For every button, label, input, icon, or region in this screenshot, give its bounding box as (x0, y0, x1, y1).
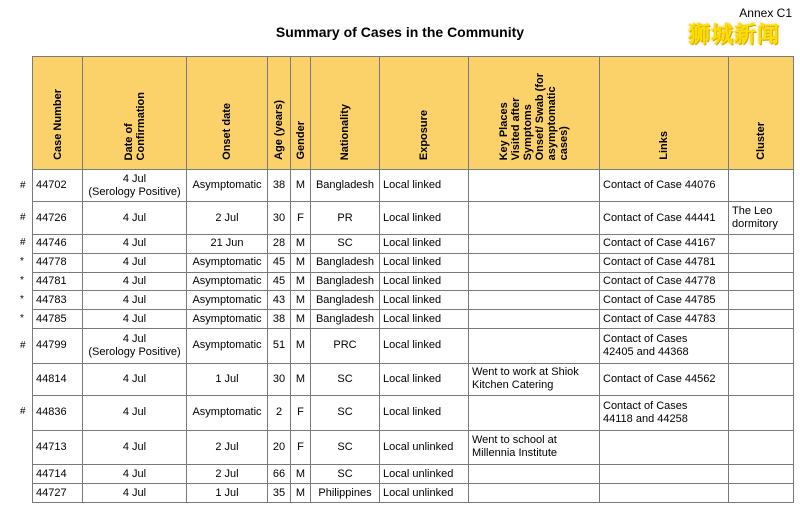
cell-exposure: Local linked (380, 329, 469, 364)
cell-age: 28 (268, 234, 291, 253)
cell-case: 44726 (33, 202, 83, 234)
table-row (33, 170, 794, 202)
cell-exposure: Local unlinked (380, 430, 469, 465)
cell-date: 4 Jul (83, 234, 187, 253)
row-marker (16, 462, 32, 481)
table-row (33, 291, 794, 310)
cell-gender: M (291, 329, 311, 364)
column-header: Onset date (187, 57, 268, 170)
cell-gender: M (291, 272, 311, 291)
cell-places (469, 272, 600, 291)
cell-exposure: Local unlinked (380, 484, 469, 503)
row-marker: # (20, 237, 26, 248)
cell-case: 44836 (33, 396, 83, 431)
row-marker: # (20, 179, 26, 191)
cell-case: 44781 (33, 272, 83, 291)
row-marker-column (16, 56, 32, 503)
cell-case: 44714 (33, 465, 83, 484)
cell-places: Went to work at Shiok Kitchen Catering (469, 363, 600, 395)
table-row (33, 310, 794, 329)
cell-links: Contact of Case 44783 (600, 310, 729, 329)
cell-cluster: The Leo dormitory (729, 202, 794, 234)
cell-gender: M (291, 310, 311, 329)
column-header: Age (years) (268, 57, 291, 170)
cell-case: 44785 (33, 310, 83, 329)
cell-nationality: SC (311, 430, 380, 465)
cell-case: 44783 (33, 291, 83, 310)
case-table (32, 56, 794, 503)
cell-exposure: Local linked (380, 234, 469, 253)
cell-links: Contact of Case 44076 (600, 170, 729, 202)
cell-date: 4 Jul (Serology Positive) (83, 170, 187, 202)
cell-date: 4 Jul (83, 202, 187, 234)
cell-links (600, 465, 729, 484)
cell-gender: M (291, 234, 311, 253)
cell-nationality: Bangladesh (311, 310, 380, 329)
table-row (33, 272, 794, 291)
cell-onset: 2 Jul (187, 465, 268, 484)
cell-cluster (729, 396, 794, 431)
cell-places (469, 465, 600, 484)
table-row (33, 329, 794, 364)
cell-nationality: Bangladesh (311, 170, 380, 202)
column-header: Exposure (380, 57, 469, 170)
cell-exposure: Local linked (380, 272, 469, 291)
cell-places (469, 202, 600, 234)
annex-label: Annex C1 (739, 6, 792, 20)
cell-onset: 1 Jul (187, 363, 268, 395)
cell-onset: Asymptomatic (187, 329, 268, 364)
cell-age: 45 (268, 272, 291, 291)
cell-onset: 2 Jul (187, 430, 268, 465)
table-row (33, 202, 794, 234)
cell-gender: M (291, 291, 311, 310)
cell-age: 38 (268, 310, 291, 329)
cell-age: 35 (268, 484, 291, 503)
cell-links: Contact of Case 44778 (600, 272, 729, 291)
cell-cluster (729, 484, 794, 503)
cell-nationality: PR (311, 202, 380, 234)
cell-onset: Asymptomatic (187, 170, 268, 202)
cell-cluster (729, 465, 794, 484)
cell-links: Contact of Case 44781 (600, 253, 729, 272)
table-row (33, 430, 794, 465)
row-marker (16, 428, 32, 462)
header-row (33, 57, 794, 170)
cell-age: 30 (268, 202, 291, 234)
cell-age: 38 (268, 170, 291, 202)
cell-case: 44713 (33, 430, 83, 465)
cell-date: 4 Jul (83, 396, 187, 431)
cell-nationality: Philippines (311, 484, 380, 503)
cell-date: 4 Jul (83, 291, 187, 310)
cell-nationality: SC (311, 234, 380, 253)
cell-gender: M (291, 465, 311, 484)
table-row (33, 465, 794, 484)
cell-links: Contact of Case 44441 (600, 202, 729, 234)
table-row (33, 363, 794, 395)
cell-places (469, 170, 600, 202)
case-summary-sheet (16, 56, 793, 503)
cell-nationality: Bangladesh (311, 253, 380, 272)
cell-case: 44778 (33, 253, 83, 272)
row-marker: # (20, 405, 26, 417)
cell-age: 20 (268, 430, 291, 465)
cell-onset: 2 Jul (187, 202, 268, 234)
cell-date: 4 Jul (Serology Positive) (83, 329, 187, 364)
cell-cluster (729, 272, 794, 291)
cell-case: 44799 (33, 329, 83, 364)
cell-cluster (729, 310, 794, 329)
row-marker: * (20, 313, 24, 324)
cell-gender: M (291, 363, 311, 395)
cell-links: Contact of Cases 42405 and 44368 (600, 329, 729, 364)
cell-date: 4 Jul (83, 253, 187, 272)
cell-links: Contact of Case 44785 (600, 291, 729, 310)
cell-links: Contact of Case 44167 (600, 234, 729, 253)
table-row (33, 253, 794, 272)
cell-exposure: Local linked (380, 291, 469, 310)
cell-gender: F (291, 396, 311, 431)
cell-nationality: SC (311, 465, 380, 484)
cell-cluster (729, 234, 794, 253)
row-marker (16, 362, 32, 394)
row-marker: * (20, 275, 24, 286)
row-marker: # (20, 211, 26, 223)
cell-date: 4 Jul (83, 465, 187, 484)
cell-places (469, 291, 600, 310)
cell-gender: F (291, 202, 311, 234)
column-header: Date of Confirmation (83, 57, 187, 170)
cell-case: 44727 (33, 484, 83, 503)
cell-gender: M (291, 484, 311, 503)
cell-onset: 21 Jun (187, 234, 268, 253)
cell-nationality: Bangladesh (311, 291, 380, 310)
cell-exposure: Local linked (380, 396, 469, 431)
cell-cluster (729, 363, 794, 395)
cell-age: 30 (268, 363, 291, 395)
cell-links (600, 484, 729, 503)
cell-date: 4 Jul (83, 272, 187, 291)
column-header: Links (600, 57, 729, 170)
cell-age: 51 (268, 329, 291, 364)
cell-age: 2 (268, 396, 291, 431)
cell-onset: Asymptomatic (187, 272, 268, 291)
cell-onset: 1 Jul (187, 484, 268, 503)
table-row (33, 396, 794, 431)
cell-links: Contact of Cases 44118 and 44258 (600, 396, 729, 431)
cell-links: Contact of Case 44562 (600, 363, 729, 395)
cell-exposure: Local linked (380, 253, 469, 272)
cell-exposure: Local linked (380, 363, 469, 395)
cell-places (469, 484, 600, 503)
cell-nationality: SC (311, 363, 380, 395)
cell-exposure: Local unlinked (380, 465, 469, 484)
column-header: Nationality (311, 57, 380, 170)
cell-case: 44814 (33, 363, 83, 395)
cell-places: Went to school at Millennia Institute (469, 430, 600, 465)
cell-date: 4 Jul (83, 484, 187, 503)
cell-places (469, 234, 600, 253)
cell-case: 44746 (33, 234, 83, 253)
column-header: Gender (291, 57, 311, 170)
cell-cluster (729, 329, 794, 364)
cell-gender: M (291, 170, 311, 202)
cell-case: 44702 (33, 170, 83, 202)
table-row (33, 234, 794, 253)
cell-links (600, 430, 729, 465)
cell-onset: Asymptomatic (187, 396, 268, 431)
cell-age: 66 (268, 465, 291, 484)
row-marker: # (20, 339, 26, 351)
table-row (33, 484, 794, 503)
column-header: Cluster (729, 57, 794, 170)
cell-age: 43 (268, 291, 291, 310)
cell-onset: Asymptomatic (187, 291, 268, 310)
cell-exposure: Local linked (380, 310, 469, 329)
cell-cluster (729, 170, 794, 202)
row-marker: * (20, 256, 24, 267)
cell-age: 45 (268, 253, 291, 272)
row-marker (16, 481, 32, 500)
cell-exposure: Local linked (380, 202, 469, 234)
cell-places (469, 329, 600, 364)
cell-gender: F (291, 430, 311, 465)
row-marker: * (20, 294, 24, 305)
cell-nationality: Bangladesh (311, 272, 380, 291)
cell-places (469, 310, 600, 329)
cell-nationality: SC (311, 396, 380, 431)
cell-onset: Asymptomatic (187, 310, 268, 329)
cell-cluster (729, 253, 794, 272)
cell-date: 4 Jul (83, 363, 187, 395)
watermark-logo: 狮城新闻 (687, 23, 780, 48)
cell-cluster (729, 291, 794, 310)
cell-places (469, 253, 600, 272)
cell-exposure: Local linked (380, 170, 469, 202)
cell-date: 4 Jul (83, 430, 187, 465)
cell-date: 4 Jul (83, 310, 187, 329)
page-title: Summary of Cases in the Community (275, 24, 525, 40)
cell-nationality: PRC (311, 329, 380, 364)
cell-gender: M (291, 253, 311, 272)
column-header: Case Number (33, 57, 83, 170)
cell-places (469, 396, 600, 431)
cell-onset: Asymptomatic (187, 253, 268, 272)
column-header: Key Places Visited after Symptoms Onset/ Swab (for asymptomatic cases) (469, 57, 600, 170)
cell-cluster (729, 430, 794, 465)
